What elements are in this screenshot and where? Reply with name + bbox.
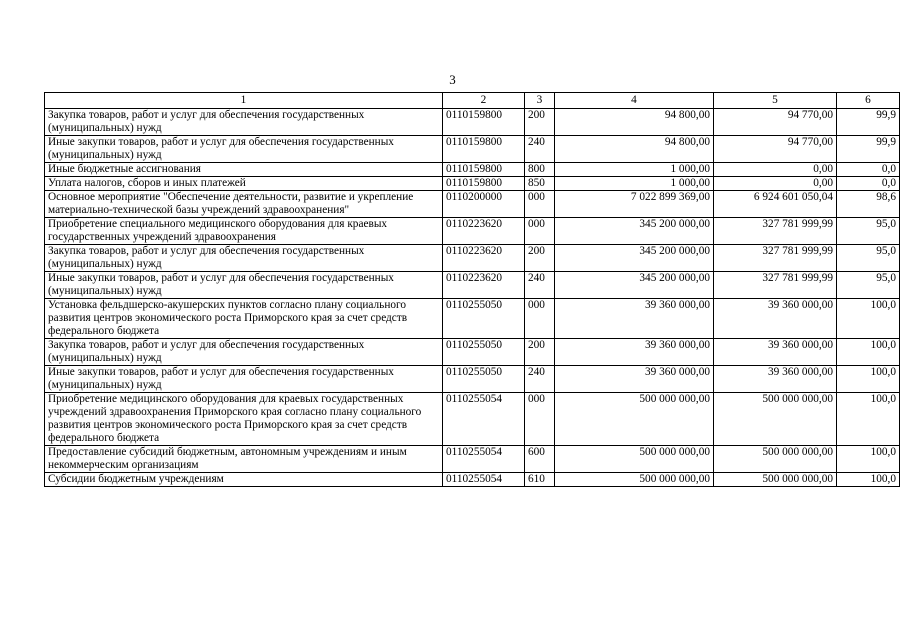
row-plan-cell: 7 022 899 369,00	[555, 191, 714, 218]
row-type-cell: 000	[525, 299, 555, 339]
table-row	[45, 245, 900, 272]
table-row	[45, 109, 900, 136]
row-actual-cell: 0,00	[714, 177, 837, 191]
row-code-cell: 0110200000	[443, 191, 525, 218]
row-percent-cell: 100,0	[837, 393, 900, 446]
row-percent-cell: 0,0	[837, 177, 900, 191]
row-actual-cell: 500 000 000,00	[714, 393, 837, 446]
row-actual-cell: 500 000 000,00	[714, 473, 837, 487]
row-actual-cell: 327 781 999,99	[714, 272, 837, 299]
row-code-cell: 0110223620	[443, 245, 525, 272]
row-code-cell: 0110255050	[443, 366, 525, 393]
row-name-cell: Основное мероприятие "Обеспечение деятельности, развитие и укрепление материально-технической базы учреждений здравоохранения"	[45, 191, 443, 218]
row-name-cell: Закупка товаров, работ и услуг для обеспечения государственных (муниципальных) нужд	[45, 245, 443, 272]
row-percent-cell: 95,0	[837, 218, 900, 245]
row-name-cell: Иные закупки товаров, работ и услуг для обеспечения государственных (муниципальных) нужд	[45, 272, 443, 299]
row-plan-cell: 345 200 000,00	[555, 272, 714, 299]
row-code-cell: 0110223620	[443, 272, 525, 299]
row-code-cell: 0110255054	[443, 446, 525, 473]
row-plan-cell: 345 200 000,00	[555, 218, 714, 245]
table-row	[45, 339, 900, 366]
row-type-cell: 000	[525, 191, 555, 218]
row-plan-cell: 94 800,00	[555, 136, 714, 163]
table-row	[45, 163, 900, 177]
row-type-cell: 200	[525, 109, 555, 136]
row-type-cell: 200	[525, 245, 555, 272]
row-actual-cell: 500 000 000,00	[714, 446, 837, 473]
row-percent-cell: 100,0	[837, 299, 900, 339]
row-plan-cell: 39 360 000,00	[555, 366, 714, 393]
row-code-cell: 0110159800	[443, 177, 525, 191]
table-row	[45, 191, 900, 218]
row-type-cell: 800	[525, 163, 555, 177]
row-name-cell: Субсидии бюджетным учреждениям	[45, 473, 443, 487]
row-name-cell: Иные закупки товаров, работ и услуг для обеспечения государственных (муниципальных) нужд	[45, 136, 443, 163]
table-row	[45, 272, 900, 299]
table-row	[45, 446, 900, 473]
budget-execution-table	[44, 92, 900, 487]
row-type-cell: 600	[525, 446, 555, 473]
row-type-cell: 000	[525, 393, 555, 446]
row-percent-cell: 100,0	[837, 473, 900, 487]
row-percent-cell: 100,0	[837, 339, 900, 366]
row-percent-cell: 100,0	[837, 366, 900, 393]
table-row	[45, 177, 900, 191]
row-type-cell: 240	[525, 272, 555, 299]
row-name-cell: Установка фельдшерско-акушерских пунктов согласно плану социального развития центров экономического роста Приморского края за счет средств федерального бюджета	[45, 299, 443, 339]
table-row	[45, 218, 900, 245]
table-row	[45, 473, 900, 487]
row-code-cell: 0110255050	[443, 339, 525, 366]
row-name-cell: Приобретение специального медицинского оборудования для краевых государственных учреждений здравоохранения	[45, 218, 443, 245]
row-actual-cell: 39 360 000,00	[714, 366, 837, 393]
row-name-cell: Уплата налогов, сборов и иных платежей	[45, 177, 443, 191]
row-type-cell: 200	[525, 339, 555, 366]
row-code-cell: 0110255050	[443, 299, 525, 339]
table-row	[45, 136, 900, 163]
column-header-2: 2	[443, 93, 525, 109]
column-header-1: 1	[45, 93, 443, 109]
row-type-cell: 610	[525, 473, 555, 487]
row-code-cell: 0110255054	[443, 473, 525, 487]
row-percent-cell: 99,9	[837, 136, 900, 163]
row-actual-cell: 0,00	[714, 163, 837, 177]
row-name-cell: Иные бюджетные ассигнования	[45, 163, 443, 177]
row-percent-cell: 99,9	[837, 109, 900, 136]
row-actual-cell: 94 770,00	[714, 136, 837, 163]
row-name-cell: Приобретение медицинского оборудования для краевых государственных учреждений здравоохранения Приморского края согласно плану социального развития центров экономического роста Приморского края за счет средств федерального бюджета	[45, 393, 443, 446]
table-row	[45, 366, 900, 393]
row-code-cell: 0110159800	[443, 136, 525, 163]
row-percent-cell: 0,0	[837, 163, 900, 177]
row-plan-cell: 1 000,00	[555, 177, 714, 191]
table-row	[45, 393, 900, 446]
row-name-cell: Иные закупки товаров, работ и услуг для обеспечения государственных (муниципальных) нужд	[45, 366, 443, 393]
row-type-cell: 000	[525, 218, 555, 245]
page-number: 3	[449, 72, 456, 87]
row-plan-cell: 1 000,00	[555, 163, 714, 177]
row-type-cell: 240	[525, 366, 555, 393]
column-header-3: 3	[525, 93, 555, 109]
row-actual-cell: 6 924 601 050,04	[714, 191, 837, 218]
row-type-cell: 240	[525, 136, 555, 163]
row-actual-cell: 94 770,00	[714, 109, 837, 136]
row-plan-cell: 500 000 000,00	[555, 446, 714, 473]
row-plan-cell: 345 200 000,00	[555, 245, 714, 272]
row-actual-cell: 327 781 999,99	[714, 245, 837, 272]
row-code-cell: 0110159800	[443, 163, 525, 177]
column-number-row	[45, 93, 900, 109]
row-percent-cell: 95,0	[837, 272, 900, 299]
row-code-cell: 0110159800	[443, 109, 525, 136]
row-actual-cell: 39 360 000,00	[714, 339, 837, 366]
column-header-4: 4	[555, 93, 714, 109]
row-plan-cell: 500 000 000,00	[555, 473, 714, 487]
row-plan-cell: 39 360 000,00	[555, 299, 714, 339]
column-header-5: 5	[714, 93, 837, 109]
row-type-cell: 850	[525, 177, 555, 191]
row-code-cell: 0110223620	[443, 218, 525, 245]
row-plan-cell: 39 360 000,00	[555, 339, 714, 366]
row-code-cell: 0110255054	[443, 393, 525, 446]
row-percent-cell: 100,0	[837, 446, 900, 473]
row-actual-cell: 327 781 999,99	[714, 218, 837, 245]
column-header-6: 6	[837, 93, 900, 109]
table-body	[45, 109, 900, 487]
row-plan-cell: 94 800,00	[555, 109, 714, 136]
row-name-cell: Закупка товаров, работ и услуг для обеспечения государственных (муниципальных) нужд	[45, 339, 443, 366]
row-plan-cell: 500 000 000,00	[555, 393, 714, 446]
row-percent-cell: 98,6	[837, 191, 900, 218]
row-name-cell: Закупка товаров, работ и услуг для обеспечения государственных (муниципальных) нужд	[45, 109, 443, 136]
row-actual-cell: 39 360 000,00	[714, 299, 837, 339]
table-row	[45, 299, 900, 339]
row-percent-cell: 95,0	[837, 245, 900, 272]
row-name-cell: Предоставление субсидий бюджетным, автономным учреждениям и иным некоммерческим организациям	[45, 446, 443, 473]
